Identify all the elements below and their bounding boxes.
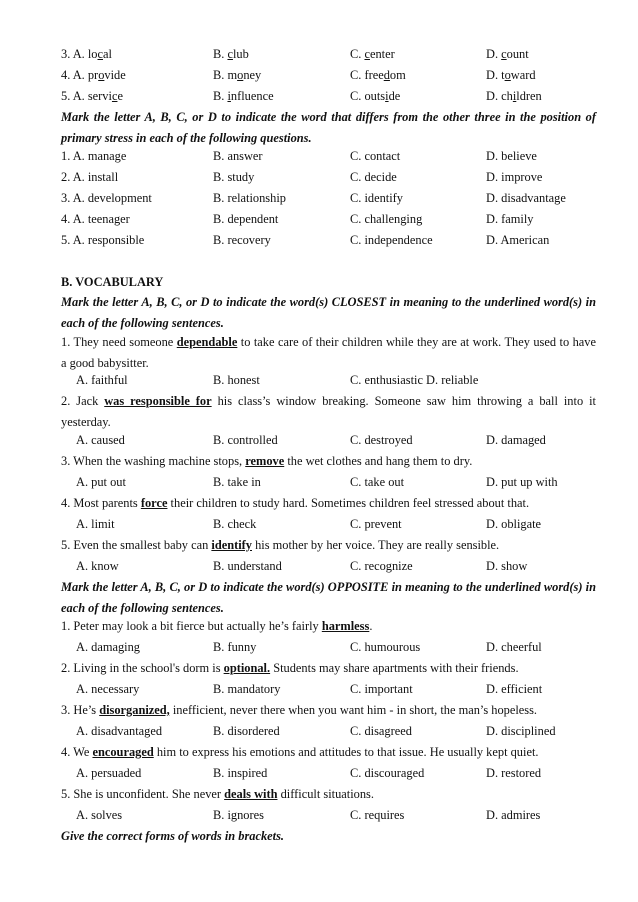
stress-question-3 [61, 188, 596, 208]
option-a: A. put out [76, 475, 126, 489]
option-c: C. challenging [350, 212, 423, 226]
option-d: D. restored [486, 766, 542, 780]
option-c: C. prevent [350, 517, 402, 531]
option-c: C. recognize [350, 559, 413, 573]
stress-question-1 [61, 146, 596, 166]
option-b: B. controlled [213, 433, 278, 447]
closest-question-2: 2. Jack was responsible for his class’s window breaking. Someone saw him throwing a ball into it yesterday. [61, 394, 596, 429]
instruction-stress: Mark the letter A, B, C, or D to indicate the word that differs from the other three in the position of primary stress in each of the following questions. [61, 110, 596, 145]
opposite-question-1: 1. Peter may look a bit fierce but actually he’s fairly harmless. [61, 619, 373, 633]
closest-options-4 [61, 514, 596, 534]
option-c: C. requires [350, 808, 405, 822]
option-c: C. freedom [350, 68, 406, 82]
option-b: B. relationship [213, 191, 286, 205]
option-c: C. center [350, 47, 395, 61]
underlined-word: identify [211, 538, 252, 552]
option-c: C. enthusiastic D. reliable [350, 373, 479, 387]
section-b-heading: B. VOCABULARY [61, 275, 164, 289]
option-a: 3. A. development [61, 191, 152, 205]
underlined-word: remove [245, 454, 285, 468]
closest-question-4: 4. Most parents force their children to study hard. Sometimes children feel stressed about that. [61, 496, 530, 510]
option-c: C. identify [350, 191, 403, 205]
option-c: C. decide [350, 170, 397, 184]
option-c: C. outside [350, 89, 401, 103]
option-d: D. improve [486, 170, 543, 184]
stress-question-4 [61, 209, 596, 229]
option-a: 4. A. teenager [61, 212, 130, 226]
option-a: A. solves [76, 808, 123, 822]
instruction-closest: Mark the letter A, B, C, or D to indicate the word(s) CLOSEST in meaning to the underlined word(s) in each of the following sentences. [61, 295, 596, 330]
underlined-word: harmless [321, 619, 370, 633]
option-b: B. recovery [213, 233, 271, 247]
option-b: B. disordered [213, 724, 280, 738]
option-d: D. disadvantage [486, 191, 566, 205]
option-a: 2. A. install [61, 170, 119, 184]
underlined-word: encouraged [92, 745, 154, 759]
closest-question-3: 3. When the washing machine stops, remove the wet clothes and hang them to dry. [61, 454, 473, 468]
option-b: B. study [213, 170, 255, 184]
underlined-word: disorganized, [99, 703, 170, 717]
option-c: C. take out [350, 475, 405, 489]
opposite-options-1 [61, 637, 596, 657]
stress-question-2 [61, 167, 596, 187]
option-a: A. caused [76, 433, 125, 447]
option-a: A. damaging [76, 640, 141, 654]
option-b: B. inspired [213, 766, 268, 780]
option-b: B. understand [213, 559, 282, 573]
opposite-question-2: 2. Living in the school's dorm is optional. Students may share apartments with their friends. [61, 661, 519, 675]
option-c: C. humourous [350, 640, 421, 654]
option-d: D. family [486, 212, 534, 226]
option-a: A. necessary [76, 682, 140, 696]
opposite-options-4 [61, 763, 596, 783]
option-a: A. limit [76, 517, 115, 531]
option-b: B. dependent [213, 212, 279, 226]
instruction-opposite: Mark the letter A, B, C, or D to indicate the word(s) OPPOSITE in meaning to the underlined word(s) in each of the following sentences. [61, 580, 596, 615]
option-a: 5. A. responsible [61, 233, 145, 247]
underlined-word: was responsible for [104, 394, 212, 408]
opposite-question-5: 5. She is unconfident. She never deals with difficult situations. [61, 787, 374, 801]
option-a: 5. A. service [61, 89, 123, 103]
option-a: 4. A. provide [61, 68, 126, 82]
option-d: D. put up with [486, 475, 558, 489]
option-d: D. believe [486, 149, 537, 163]
option-d: D. toward [486, 68, 536, 82]
opposite-options-3 [61, 721, 596, 741]
option-c: C. discouraged [350, 766, 425, 780]
option-b: B. check [213, 517, 257, 531]
option-b: B. ignores [213, 808, 264, 822]
closest-options-1 [61, 370, 596, 390]
pronunciation-question-4 [61, 65, 596, 85]
option-d: D. cheerful [486, 640, 542, 654]
closest-options-3 [61, 472, 596, 492]
option-d: D. damaged [486, 433, 546, 447]
option-d: D. admires [486, 808, 541, 822]
instruction-word-forms: Give the correct forms of words in brackets. [61, 829, 285, 843]
option-a: A. persuaded [76, 766, 142, 780]
closest-question-5: 5. Even the smallest baby can identify his mother by her voice. They are really sensible. [61, 538, 500, 552]
opposite-question-4: 4. We encouraged him to express his emotions and attitudes to that issue. He usually kept quiet. [61, 745, 539, 759]
pronunciation-question-5 [61, 86, 596, 106]
underlined-word: optional. [223, 661, 271, 675]
option-d: D. count [486, 47, 529, 61]
option-c: C. contact [350, 149, 401, 163]
option-c: C. independence [350, 233, 433, 247]
closest-options-2 [61, 430, 596, 450]
closest-options-5 [61, 556, 596, 576]
option-a: A. faithful [76, 373, 128, 387]
option-d: D. obligate [486, 517, 542, 531]
option-d: D. efficient [486, 682, 543, 696]
pronunciation-question-3 [61, 44, 596, 64]
underlined-word: dependable [176, 335, 238, 349]
option-c: C. disagreed [350, 724, 412, 738]
stress-question-5 [61, 230, 596, 250]
option-b: B. funny [213, 640, 257, 654]
option-b: B. honest [213, 373, 260, 387]
option-a: A. know [76, 559, 119, 573]
opposite-question-3: 3. He’s disorganized, inefficient, never there when you want him - in short, the man’s hopeless. [61, 703, 538, 717]
option-a: 1. A. manage [61, 149, 127, 163]
option-c: C. destroyed [350, 433, 413, 447]
option-a: 3. A. local [61, 47, 112, 61]
option-b: B. answer [213, 149, 263, 163]
opposite-options-5 [61, 805, 596, 825]
option-d: D. show [486, 559, 528, 573]
option-b: B. mandatory [213, 682, 281, 696]
option-d: D. American [486, 233, 550, 247]
opposite-options-2 [61, 679, 596, 699]
underlined-word: deals with [224, 787, 278, 801]
option-b: B. club [213, 47, 249, 61]
option-b: B. money [213, 68, 262, 82]
option-b: B. take in [213, 475, 261, 489]
option-c: C. important [350, 682, 413, 696]
option-b: B. influence [213, 89, 274, 103]
closest-question-1: 1. They need someone dependable to take care of their children while they are at work. They used to have a good babysitter. [61, 335, 596, 370]
option-d: D. children [486, 89, 542, 103]
option-a: A. disadvantaged [76, 724, 163, 738]
option-d: D. disciplined [486, 724, 556, 738]
underlined-word: force [140, 496, 168, 510]
